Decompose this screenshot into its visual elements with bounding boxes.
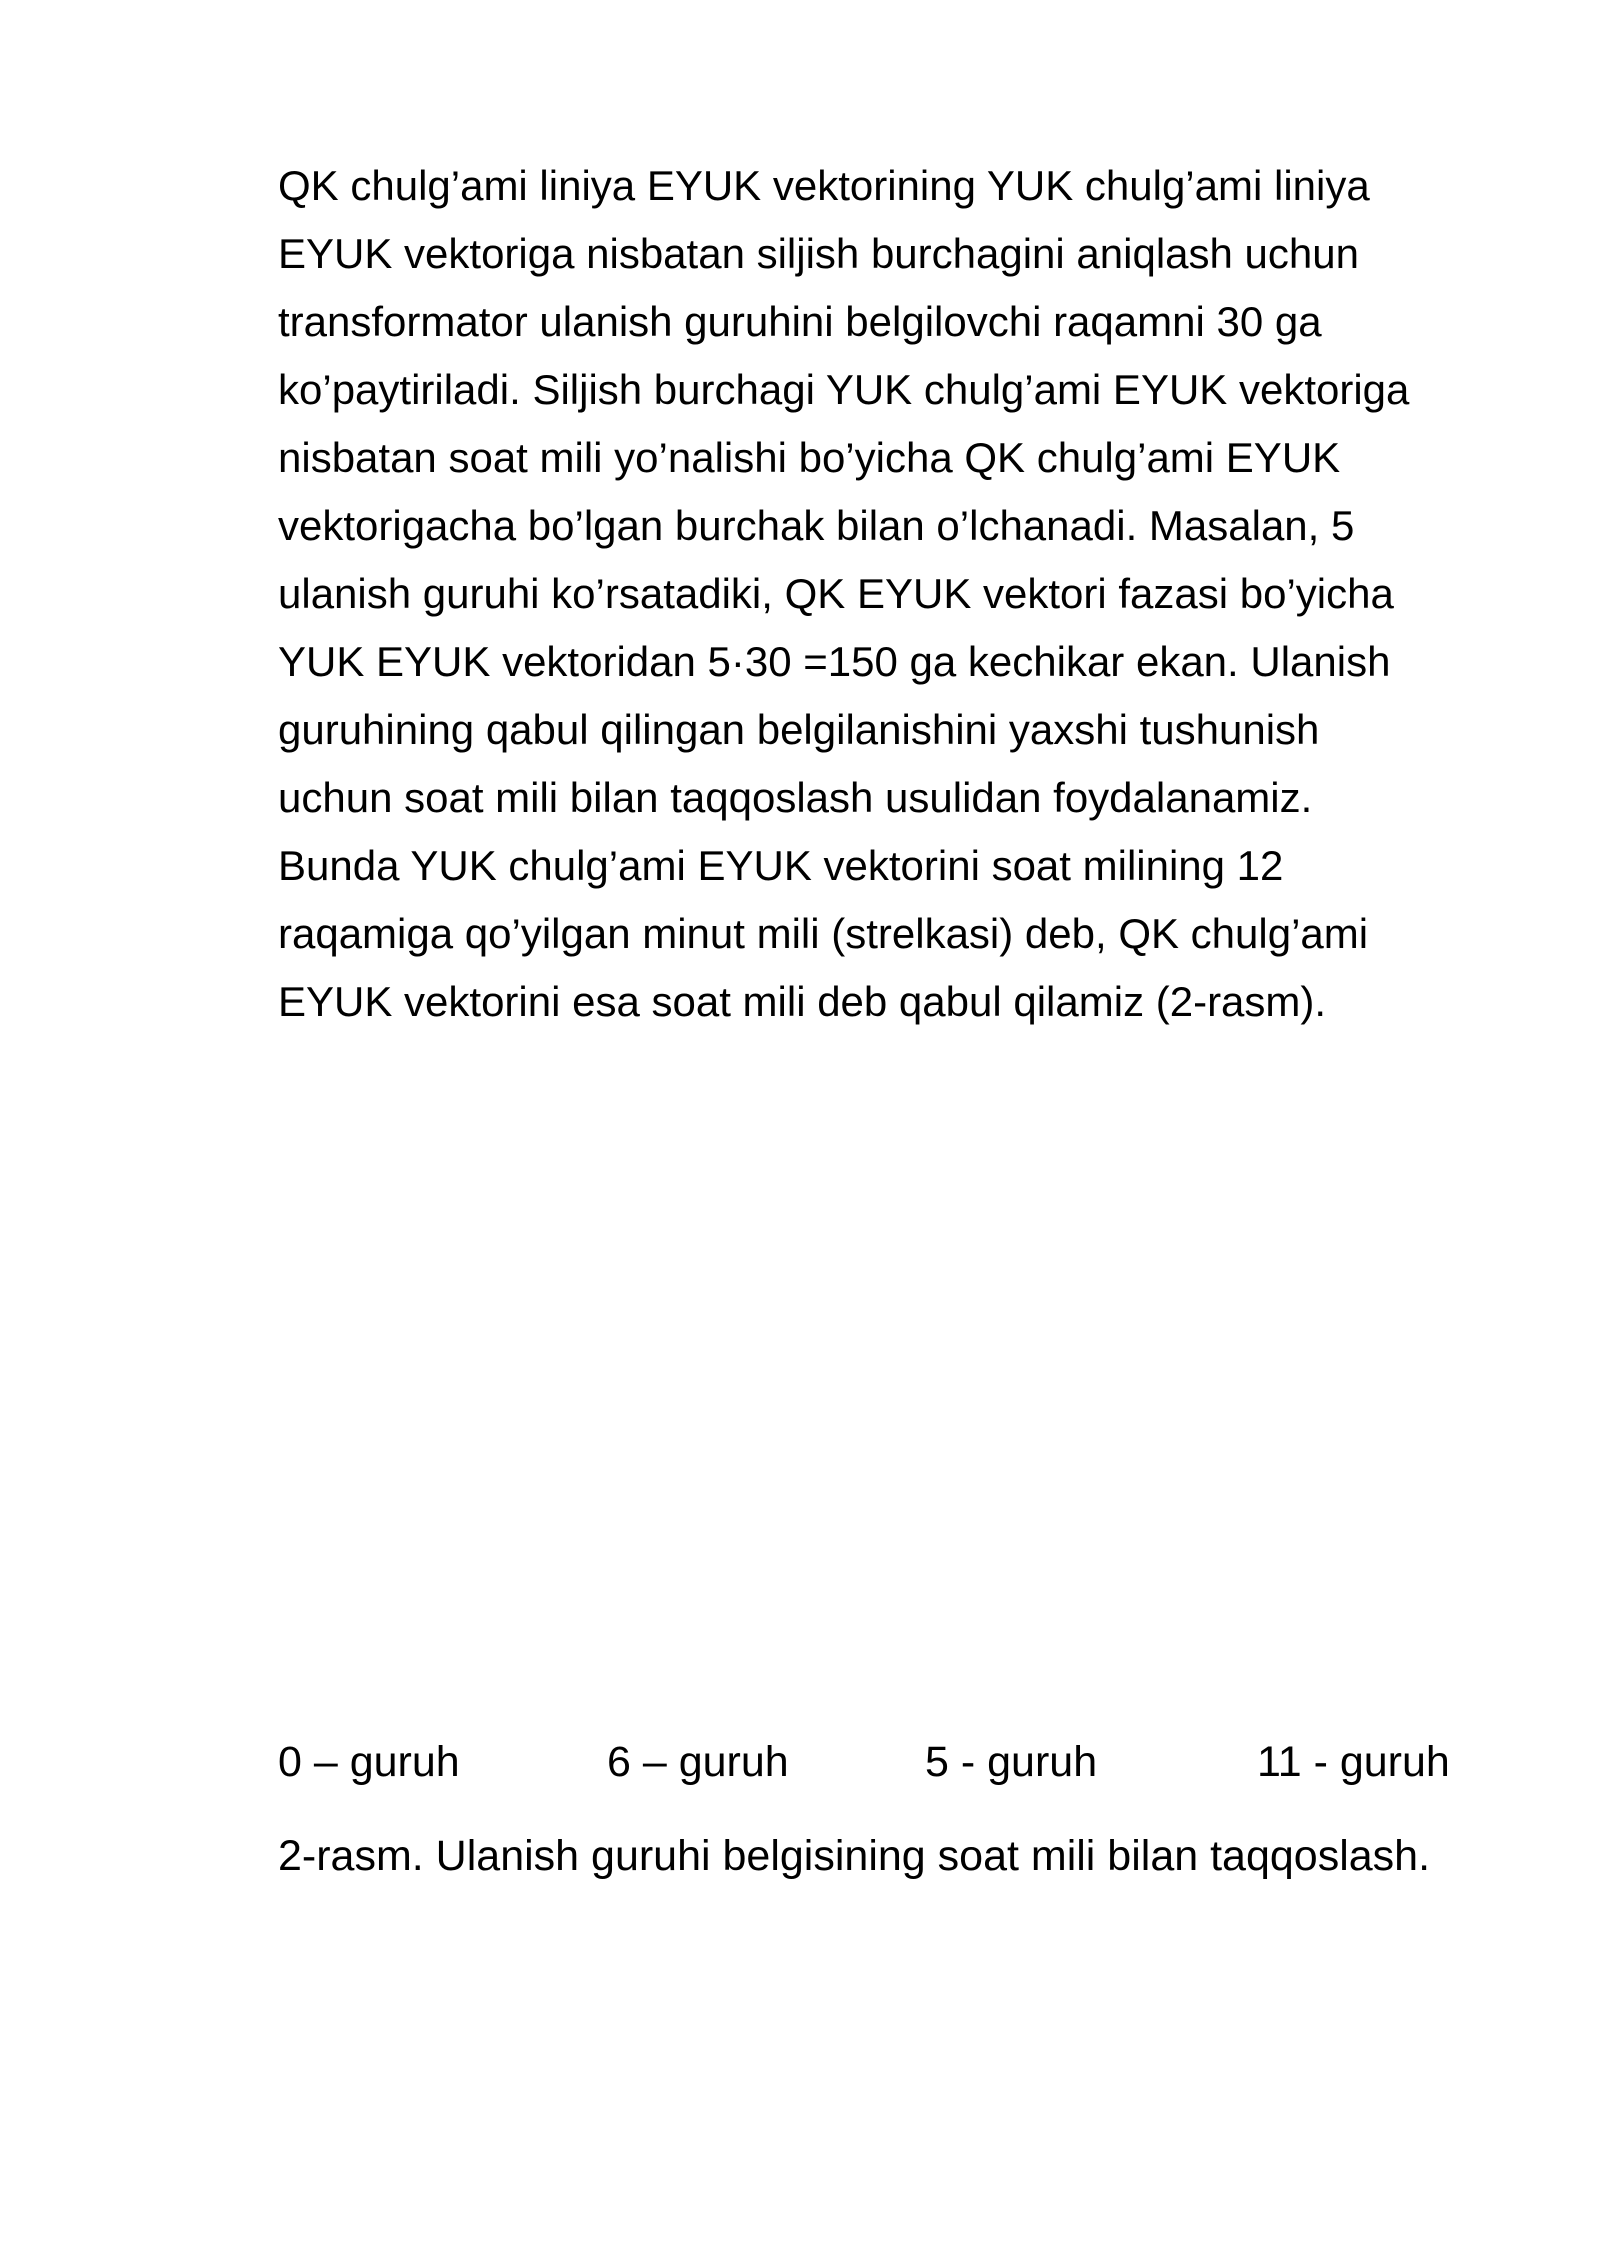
body-paragraph	[278, 152, 1478, 1036]
paragraph-line: guruhining qabul qilingan belgilanishini yaxshi tushunish	[278, 706, 1320, 753]
paragraph-line: QK chulg’ami liniya EYUK vektorining YUK chulg’ami liniya	[278, 162, 1370, 209]
paragraph-line: transformator ulanish guruhini belgilovchi raqamni 30 ga	[278, 298, 1322, 345]
paragraph-line: uchun soat mili bilan taqqoslash usulidan foydalanamiz.	[278, 774, 1313, 821]
paragraph-line: vektorigacha bo’lgan burchak bilan o’lchanadi. Masalan, 5	[278, 502, 1355, 549]
paragraph-line: EYUK vektoriga nisbatan siljish burchagini aniqlash uchun	[278, 230, 1359, 277]
group-label-6: 6 – guruh	[607, 1738, 789, 1786]
paragraph-line: raqamiga qo’yilgan minut mili (strelkasi) deb, QK chulg’ami	[278, 910, 1369, 957]
paragraph-line: YUK EYUK vektoridan 5·30 =150 ga kechikar ekan. Ulanish	[278, 638, 1391, 685]
group-label-0: 0 – guruh	[278, 1738, 460, 1786]
figure-group-labels	[0, 1732, 1600, 1792]
paragraph-line: Bunda YUK chulg’ami EYUK vektorini soat milining 12	[278, 842, 1284, 889]
paragraph-line: nisbatan soat mili yo’nalishi bo’yicha QK chulg’ami EYUK	[278, 434, 1341, 481]
group-label-5: 5 - guruh	[925, 1738, 1098, 1786]
paragraph-line: ulanish guruhi ko’rsatadiki, QK EYUK vektori fazasi bo’yicha	[278, 570, 1394, 617]
paragraph-line: ko’paytiriladi. Siljish burchagi YUK chulg’ami EYUK vektoriga	[278, 366, 1410, 413]
group-label-11: 11 - guruh	[1257, 1738, 1450, 1786]
paragraph-line: EYUK vektorini esa soat mili deb qabul qilamiz (2-rasm).	[278, 978, 1327, 1025]
figure-caption: 2-rasm. Ulanish guruhi belgisining soat mili bilan taqqoslash.	[278, 1832, 1431, 1880]
